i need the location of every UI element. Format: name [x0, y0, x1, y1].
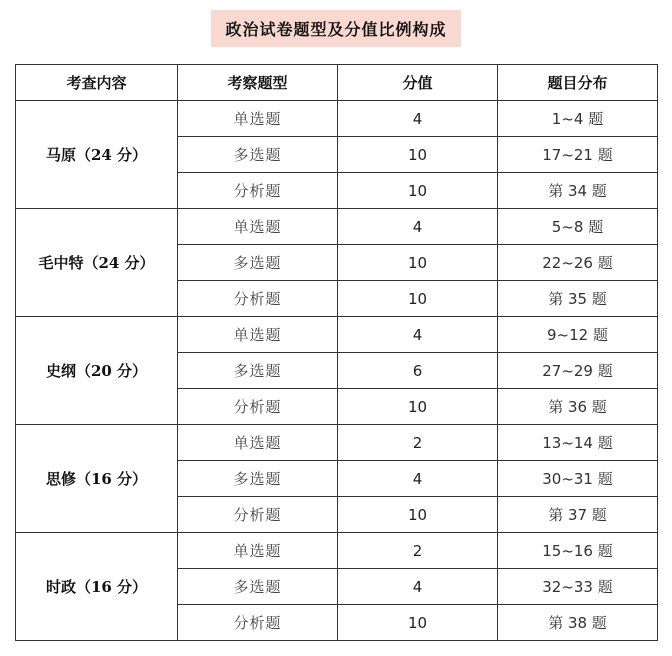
score-cell: 10 [338, 605, 498, 641]
score-cell: 6 [338, 353, 498, 389]
table-row [16, 533, 658, 569]
question-type-cell: 多选题 [178, 353, 338, 389]
score-cell: 4 [338, 317, 498, 353]
page-title: 政治试卷题型及分值比例构成 [211, 10, 460, 47]
question-range-cell: 第 37 题 [498, 497, 658, 533]
section-name: 思修（16 分） [16, 425, 178, 533]
score-table [15, 64, 658, 641]
question-range-cell: 17~21 题 [498, 137, 658, 173]
question-range-cell: 第 38 题 [498, 605, 658, 641]
question-range-cell: 13~14 题 [498, 425, 658, 461]
question-type-cell: 多选题 [178, 245, 338, 281]
question-type-cell: 分析题 [178, 605, 338, 641]
header-content: 考查内容 [16, 65, 178, 101]
score-cell: 4 [338, 209, 498, 245]
question-range-cell: 第 36 题 [498, 389, 658, 425]
score-cell: 10 [338, 281, 498, 317]
score-cell: 4 [338, 569, 498, 605]
question-range-cell: 15~16 题 [498, 533, 658, 569]
table-row [16, 425, 658, 461]
header-question-type: 考察题型 [178, 65, 338, 101]
question-type-cell: 多选题 [178, 137, 338, 173]
question-range-cell: 9~12 题 [498, 317, 658, 353]
score-cell: 4 [338, 101, 498, 137]
question-type-cell: 分析题 [178, 389, 338, 425]
question-range-cell: 30~31 题 [498, 461, 658, 497]
question-range-cell: 第 35 题 [498, 281, 658, 317]
question-type-cell: 单选题 [178, 425, 338, 461]
question-type-cell: 多选题 [178, 569, 338, 605]
section-name: 马原（24 分） [16, 101, 178, 209]
title-area [0, 10, 672, 47]
score-cell: 2 [338, 533, 498, 569]
score-cell: 10 [338, 137, 498, 173]
section-name: 史纲（20 分） [16, 317, 178, 425]
header-row [16, 65, 658, 101]
question-range-cell: 第 34 题 [498, 173, 658, 209]
score-cell: 2 [338, 425, 498, 461]
question-type-cell: 单选题 [178, 533, 338, 569]
score-cell: 10 [338, 173, 498, 209]
score-cell: 10 [338, 497, 498, 533]
score-cell: 4 [338, 461, 498, 497]
question-type-cell: 分析题 [178, 281, 338, 317]
question-range-cell: 5~8 题 [498, 209, 658, 245]
question-type-cell: 多选题 [178, 461, 338, 497]
question-range-cell: 32~33 题 [498, 569, 658, 605]
question-type-cell: 分析题 [178, 497, 338, 533]
question-type-cell: 单选题 [178, 317, 338, 353]
header-question-range: 题目分布 [498, 65, 658, 101]
table-row [16, 101, 658, 137]
question-range-cell: 27~29 题 [498, 353, 658, 389]
table-row [16, 317, 658, 353]
section-name: 时政（16 分） [16, 533, 178, 641]
score-cell: 10 [338, 389, 498, 425]
score-cell: 10 [338, 245, 498, 281]
question-type-cell: 单选题 [178, 101, 338, 137]
question-range-cell: 22~26 题 [498, 245, 658, 281]
section-name: 毛中特（24 分） [16, 209, 178, 317]
question-range-cell: 1~4 题 [498, 101, 658, 137]
question-type-cell: 分析题 [178, 173, 338, 209]
header-score: 分值 [338, 65, 498, 101]
table-row [16, 209, 658, 245]
question-type-cell: 单选题 [178, 209, 338, 245]
